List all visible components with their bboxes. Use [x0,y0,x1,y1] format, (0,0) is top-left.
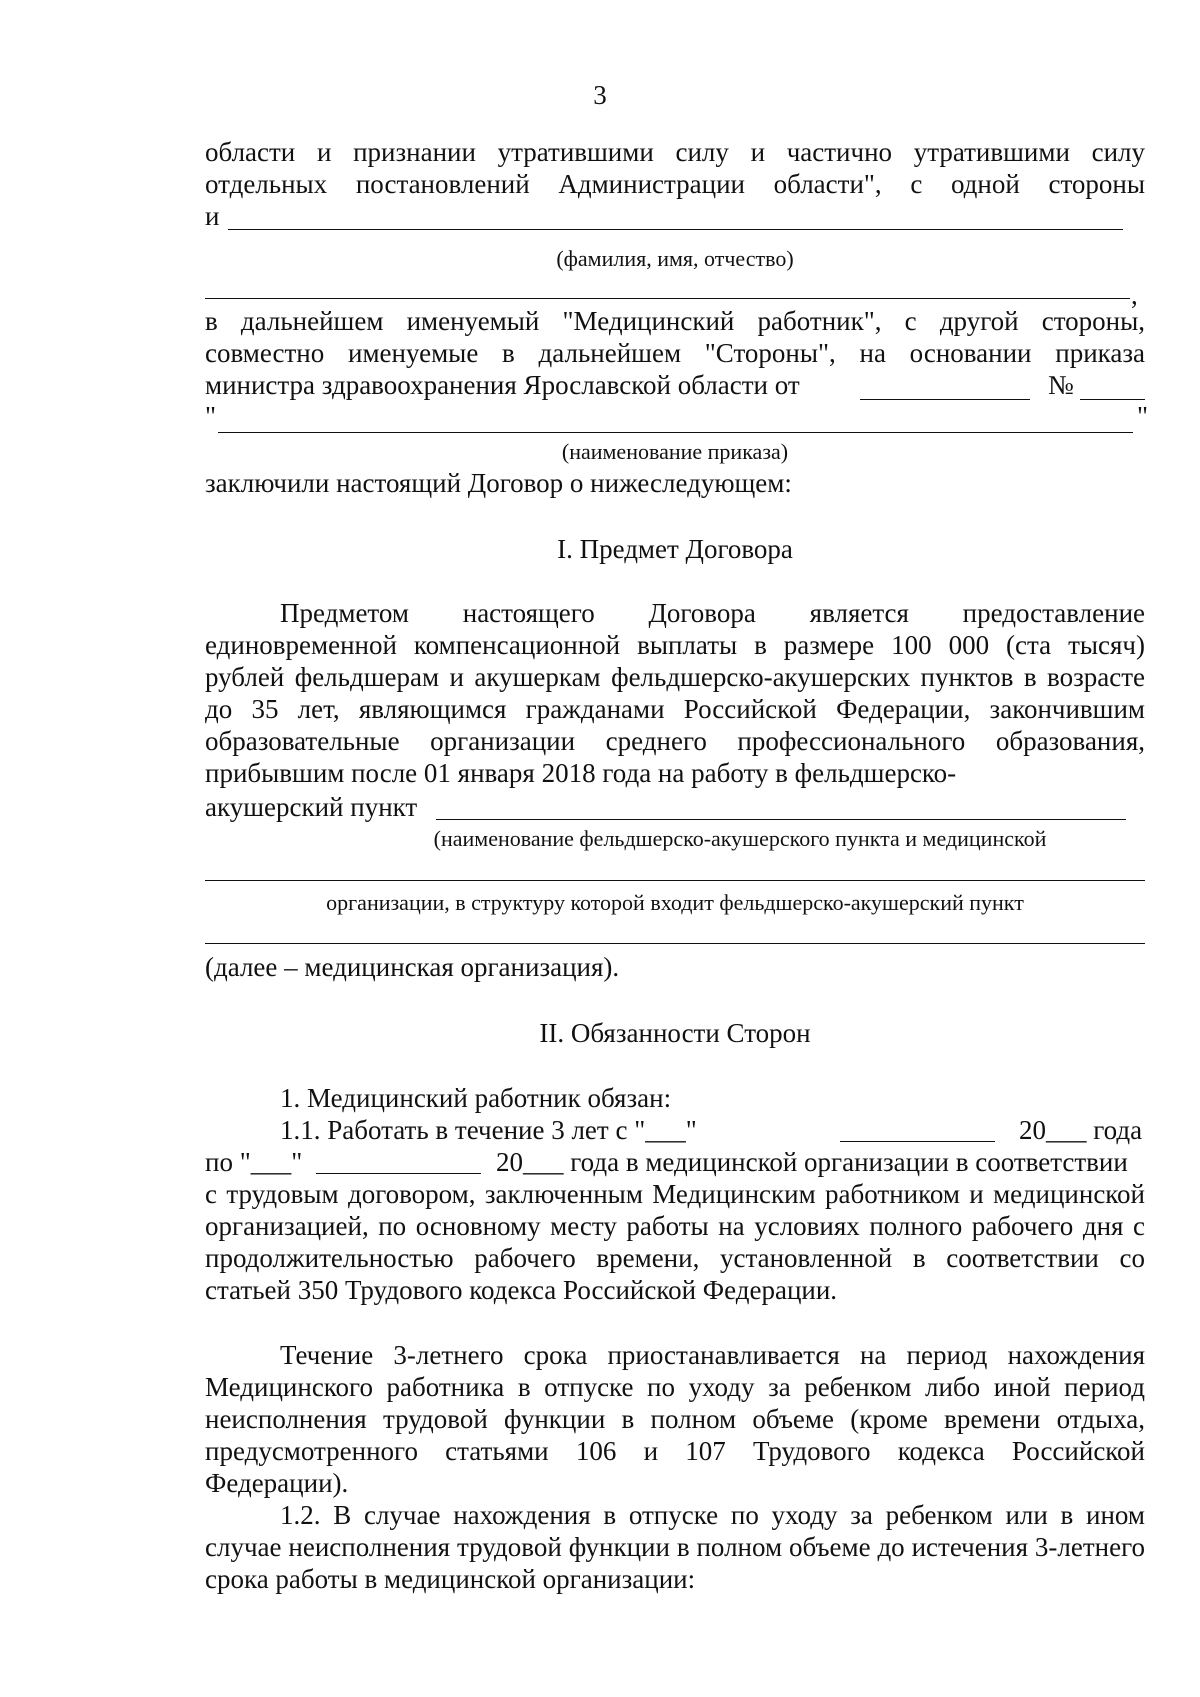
end-month-underline [316,1173,481,1174]
caption-org: организации, в структуру которой входит фельдшерско-акушерский пункт [326,890,1024,915]
item-1-2: 1.2. В случае нахождения в отпуске по уходу за ребенком или в ином случае неисполнения трудовой функции в полном объеме до истечения 3-летнего срока работы в медицинской организации: [205,1500,1145,1594]
intro-para-line-1: в дальнейшем именуемый "Медицинский работник", с другой стороны, [205,306,1145,336]
section-1-paragraph-end: акушерский пункт [205,792,418,822]
number-sign: № [1048,370,1074,400]
section-2-heading: II. Обязанности Сторон [539,1018,811,1048]
further-text: (далее – медицинская организация). [205,952,620,982]
item-1-1-year: 20___ года [1019,1115,1143,1145]
quote-close: " [1137,401,1149,431]
section-1-heading: I. Предмет Договора [557,534,793,564]
item-1-1-start: 1.1. Работать в течение 3 лет с "___" [280,1115,697,1145]
suspension-paragraph: Течение 3-летнего срока приостанавливается на период нахождения Медицинского работника в отпуске по уходу за ребенком либо иной период неисполнения трудовой функции в полном объеме (кроме времени отдыха, предусмотренного статьями 106 и 107 Трудового кодекса Российской Федерации). [205,1340,1145,1498]
caption-order: (наименование приказа) [561,439,789,464]
fio-underline [228,229,1123,230]
item-1-1-body: с трудовым договором, заключенным Медицинским работником и медицинской организацией, по основному месту работы на условиях полного рабочего дня с продолжительностью рабочего времени, установленной в соответствии со статьей 350 Трудового кодекса Российской Федерации. [205,1179,1145,1305]
page-number: 3 [593,80,607,110]
intro-para-line-3: министра здравоохранения Ярославской области от [205,370,800,400]
and-word: и [205,201,220,231]
fap-underline [436,819,1126,820]
quote-open: " [205,401,217,431]
fap-underline-2 [205,880,1145,881]
org-underline [205,943,1145,944]
item-1-1-end-year: 20___ года в медицинской организации в соответствии [496,1147,1128,1177]
item-1-1-end: по "___" [205,1147,303,1177]
comma: , [1131,280,1138,310]
caption-fio: (фамилия, имя, отчество) [556,246,794,271]
intro-line-1: области и признании утратившими силу и частично утратившими силу [205,137,1145,167]
caption-fap: (наименование фельдшерско-акушерского пункта и медицинской [433,826,1047,851]
section-1-paragraph: Предметом настоящего Договора является предоставление единовременной компенсационной выплаты в размере 100 000 (ста тысяч) рублей фельдшерам и акушеркам фельдшерско-акушерских пунктов в возрасте до 35 лет, являющимся гражданами Российской Федерации, закончившим образовательные организации среднего профессионального образования, прибывшим после 01 января 2018 года на работу в фельдшерско- [205,598,1145,788]
order-name-underline [218,432,1133,433]
fio-underline-2 [205,298,1130,299]
order-date-underline [860,399,1030,400]
order-number-underline [1080,399,1145,400]
start-month-underline [840,1141,995,1142]
item-1: 1. Медицинский работник обязан: [280,1083,672,1113]
concluded-text: заключили настоящий Договор о нижеследующем: [205,468,792,498]
intro-line-2: отдельных постановлений Администрации области", с одной стороны [205,169,1145,199]
intro-para-line-2: совместно именуемые в дальнейшем "Стороны", на основании приказа [205,338,1145,368]
